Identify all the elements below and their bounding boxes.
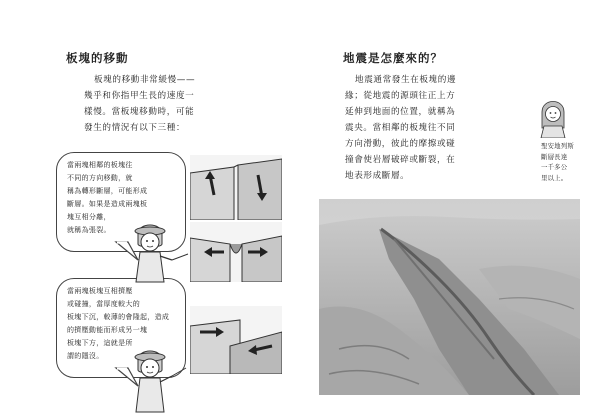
left-intro-line: 板塊的移動非常緩慢——: [94, 75, 196, 85]
side-note-line: 聖安地列斯: [541, 142, 574, 150]
left-intro-line: 發生的情況有以下三種：: [84, 123, 186, 133]
girl-portrait-illustration: [538, 98, 568, 138]
fault-landscape-photo: [319, 199, 580, 395]
right-page-title: 地震是怎麼來的？: [343, 51, 443, 65]
side-note-line: 里以上。: [541, 173, 568, 182]
bubble-1-line: 不同的方向移動，就: [67, 174, 133, 182]
side-note-line: 斷層長達: [541, 152, 568, 161]
bubble-1-line: 斷層。如果是造成兩塊板: [67, 200, 148, 208]
right-intro-line: 震央。當相鄰的板塊往不同: [345, 123, 456, 133]
girl-pointer-illustration: [118, 220, 190, 290]
left-page-intro: [84, 72, 195, 136]
right-intro-line: 緣；從地震的源頭往正上方: [345, 91, 456, 101]
right-intro-line: 方向滑動，彼此的摩擦或碰: [345, 139, 456, 149]
side-note-line: 一千多公: [541, 163, 568, 171]
right-intro-line: 地震通常發生在板塊的邊: [355, 75, 457, 85]
right-intro-line: 地表形成斷層。: [345, 171, 410, 181]
bubble-2-line: 或碰撞，當厚度較大的: [67, 300, 140, 308]
bubble-1-line: 稱為轉形斷層，可能形成: [67, 187, 148, 195]
plate-diagram-subduction: [190, 306, 282, 374]
bubble-1-line: 當兩塊相鄰的板塊往: [67, 161, 133, 169]
left-intro-line: 幾乎和你指甲生長的速度一: [84, 91, 195, 101]
left-intro-line: 樣慢。當板塊移動時，可能: [84, 107, 195, 117]
girl-pointer-illustration-2: [118, 346, 190, 414]
bubble-1-line: 塊互相分離，: [67, 213, 111, 221]
bubble-2-line: 板塊下沉，較薄的會隆起，造成: [67, 313, 170, 321]
right-intro-line: 撞會使岩層破碎或斷裂，在: [345, 155, 456, 165]
bubble-2-line: 謂的隱沒。: [67, 352, 104, 360]
right-intro-line: 延伸到地面的位置，就稱為: [345, 107, 456, 117]
left-page-title: 板塊的移動: [66, 51, 129, 65]
bubble-2-line: 板塊下方，這就是所: [67, 339, 133, 347]
bubble-2-line: 當兩塊板塊互相擠壓: [67, 287, 133, 295]
right-page-intro: [345, 72, 456, 184]
bubble-1-line: 就稱為張裂。: [67, 226, 111, 234]
plate-diagram-transform: [190, 155, 282, 220]
bubble-2-line: 的擠壓動能而形成另一塊: [67, 326, 148, 334]
plate-diagram-divergent: [190, 222, 282, 282]
side-note: [541, 141, 574, 183]
